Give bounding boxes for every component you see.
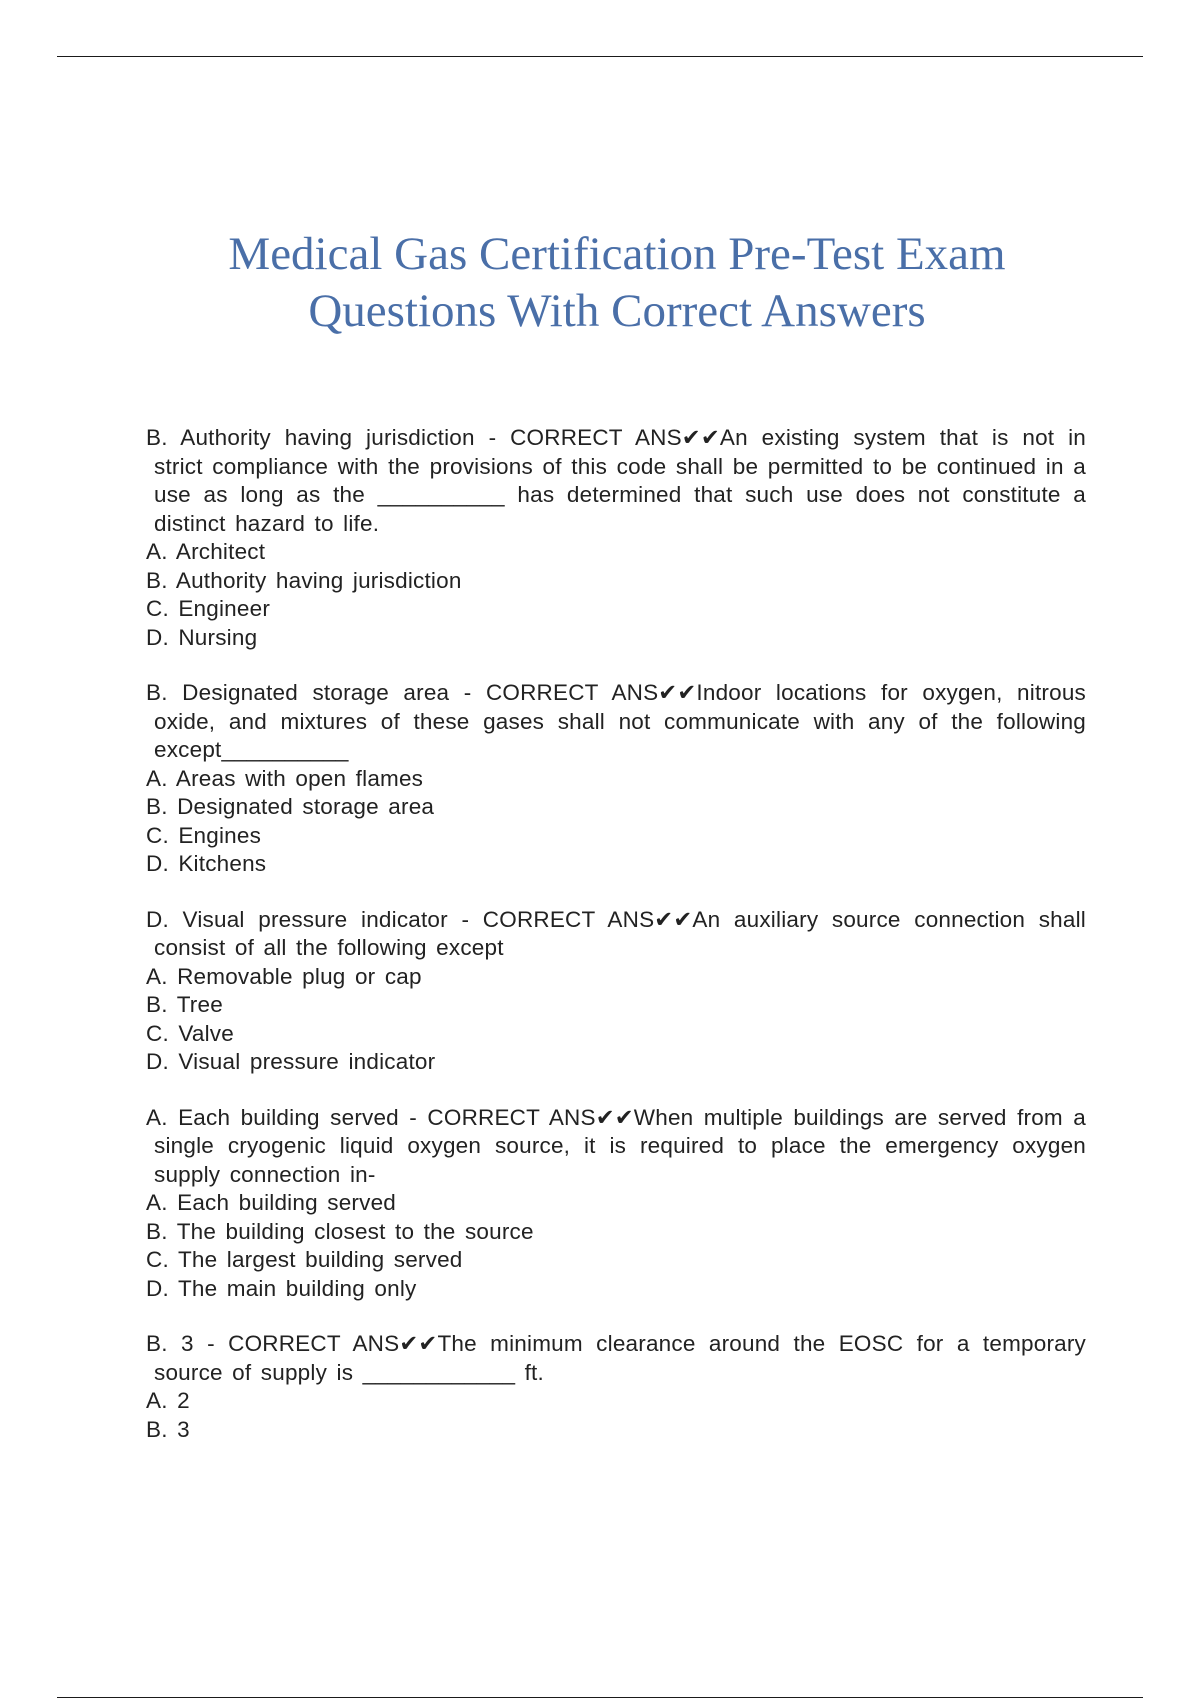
answer-option: B. 3 bbox=[146, 1416, 190, 1442]
question-list bbox=[146, 424, 1086, 1471]
answer-option: D. The main building only bbox=[146, 1275, 417, 1301]
answer-option: B. Designated storage area bbox=[146, 794, 435, 819]
question-stem: B. Authority having jurisdiction - CORRECT ANS✔✔An existing system that is not in strict compliance with the provisions of this code shall be permitted to be continued in a use as long as the __________ has determined that such use does not constitute a distinct hazard to life. bbox=[146, 425, 1086, 536]
question-block bbox=[146, 1330, 1086, 1444]
title-line-2: Questions With Correct Answers bbox=[308, 285, 926, 337]
answer-option: B. Authority having jurisdiction bbox=[146, 567, 462, 593]
question-block bbox=[146, 906, 1086, 1077]
question-stem: D. Visual pressure indicator - CORRECT ANS✔✔An auxiliary source connection shall consist of all the following except bbox=[146, 906, 1086, 960]
question-block bbox=[146, 679, 1086, 879]
answer-option: A. Each building served bbox=[146, 1190, 396, 1215]
answer-option: C. Valve bbox=[146, 1020, 234, 1046]
answer-option: A. Areas with open flames bbox=[146, 765, 424, 791]
question-block bbox=[146, 1104, 1086, 1304]
question-stem: A. Each building served - CORRECT ANS✔✔When multiple buildings are served from a single cryogenic liquid oxygen source, it is required to place the emergency oxygen supply connection in- bbox=[146, 1104, 1086, 1187]
answer-option: C. Engines bbox=[146, 822, 262, 848]
answer-option: D. Nursing bbox=[146, 624, 258, 650]
answer-option: B. The building closest to the source bbox=[146, 1218, 534, 1244]
question-block bbox=[146, 424, 1086, 652]
document-title bbox=[0, 226, 1200, 340]
answer-option: A. Removable plug or cap bbox=[146, 963, 422, 989]
answer-option: A. 2 bbox=[146, 1388, 190, 1413]
answer-option: B. Tree bbox=[146, 992, 223, 1017]
title-line-1: Medical Gas Certification Pre-Test Exam bbox=[228, 228, 1006, 280]
answer-option: C. Engineer bbox=[146, 596, 271, 621]
answer-option: D. Kitchens bbox=[146, 851, 267, 876]
footer-rule bbox=[57, 1697, 1143, 1698]
question-stem: B. 3 - CORRECT ANS✔✔The minimum clearance around the EOSC for a temporary source of supply is ____________ ft. bbox=[146, 1331, 1086, 1385]
answer-option: C. The largest building served bbox=[146, 1247, 463, 1272]
question-stem: B. Designated storage area - CORRECT ANS✔✔Indoor locations for oxygen, nitrous oxide, and mixtures of these gases shall not communicate with any of the following except__________ bbox=[146, 680, 1086, 762]
header-rule bbox=[57, 56, 1143, 57]
answer-option: A. Architect bbox=[146, 539, 266, 564]
answer-option: D. Visual pressure indicator bbox=[146, 1049, 436, 1074]
